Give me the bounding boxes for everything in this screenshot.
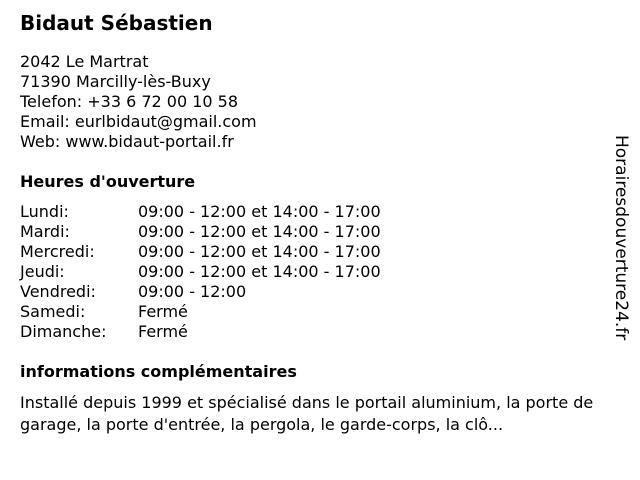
hours-row-dimanche [20, 322, 600, 342]
hours-day-value: Fermé [138, 302, 188, 321]
hours-day-value: 09:00 - 12:00 et 14:00 - 17:00 [138, 262, 381, 281]
business-card [20, 10, 600, 436]
additional-info-text: Installé depuis 1999 et spécialisé dans le portail aluminium, la porte de garage, la porte d'entrée, la pergola, le garde-corps, la clô... [20, 393, 594, 434]
city-address: 71390 Marcilly-lès-Buxy [20, 72, 211, 91]
brand-side-label: Horairesdouverture24.fr [611, 135, 631, 341]
opening-hours-heading: Heures d'ouverture [20, 172, 196, 191]
web-line[interactable]: Web: www.bidaut-portail.fr [20, 132, 234, 151]
hours-day-label: Mercredi: [20, 242, 95, 261]
hours-day-value: Fermé [138, 322, 188, 341]
hours-day-label: Lundi: [20, 202, 69, 221]
hours-row-lundi [20, 202, 600, 222]
hours-row-jeudi [20, 262, 600, 282]
hours-row-samedi [20, 302, 600, 322]
additional-info-heading: informations complémentaires [20, 362, 297, 381]
hours-row-mercredi [20, 242, 600, 262]
email-line[interactable]: Email: eurlbidaut@gmail.com [20, 112, 257, 131]
hours-row-mardi [20, 222, 600, 242]
phone-line[interactable]: Telefon: +33 6 72 00 10 58 [20, 92, 239, 111]
hours-day-label: Samedi: [20, 302, 86, 321]
hours-day-label: Dimanche: [20, 322, 107, 341]
hours-day-label: Vendredi: [20, 282, 96, 301]
hours-day-value: 09:00 - 12:00 et 14:00 - 17:00 [138, 202, 381, 221]
hours-row-vendredi [20, 282, 600, 302]
hours-day-value: 09:00 - 12:00 [138, 282, 247, 301]
opening-hours-list [20, 202, 600, 342]
hours-day-value: 09:00 - 12:00 et 14:00 - 17:00 [138, 242, 381, 261]
hours-day-label: Mardi: [20, 222, 70, 241]
street-address: 2042 Le Martrat [20, 52, 149, 71]
hours-day-value: 09:00 - 12:00 et 14:00 - 17:00 [138, 222, 381, 241]
business-name: Bidaut Sébastien [20, 11, 213, 35]
hours-day-label: Jeudi: [20, 262, 65, 281]
address-block [20, 52, 600, 152]
